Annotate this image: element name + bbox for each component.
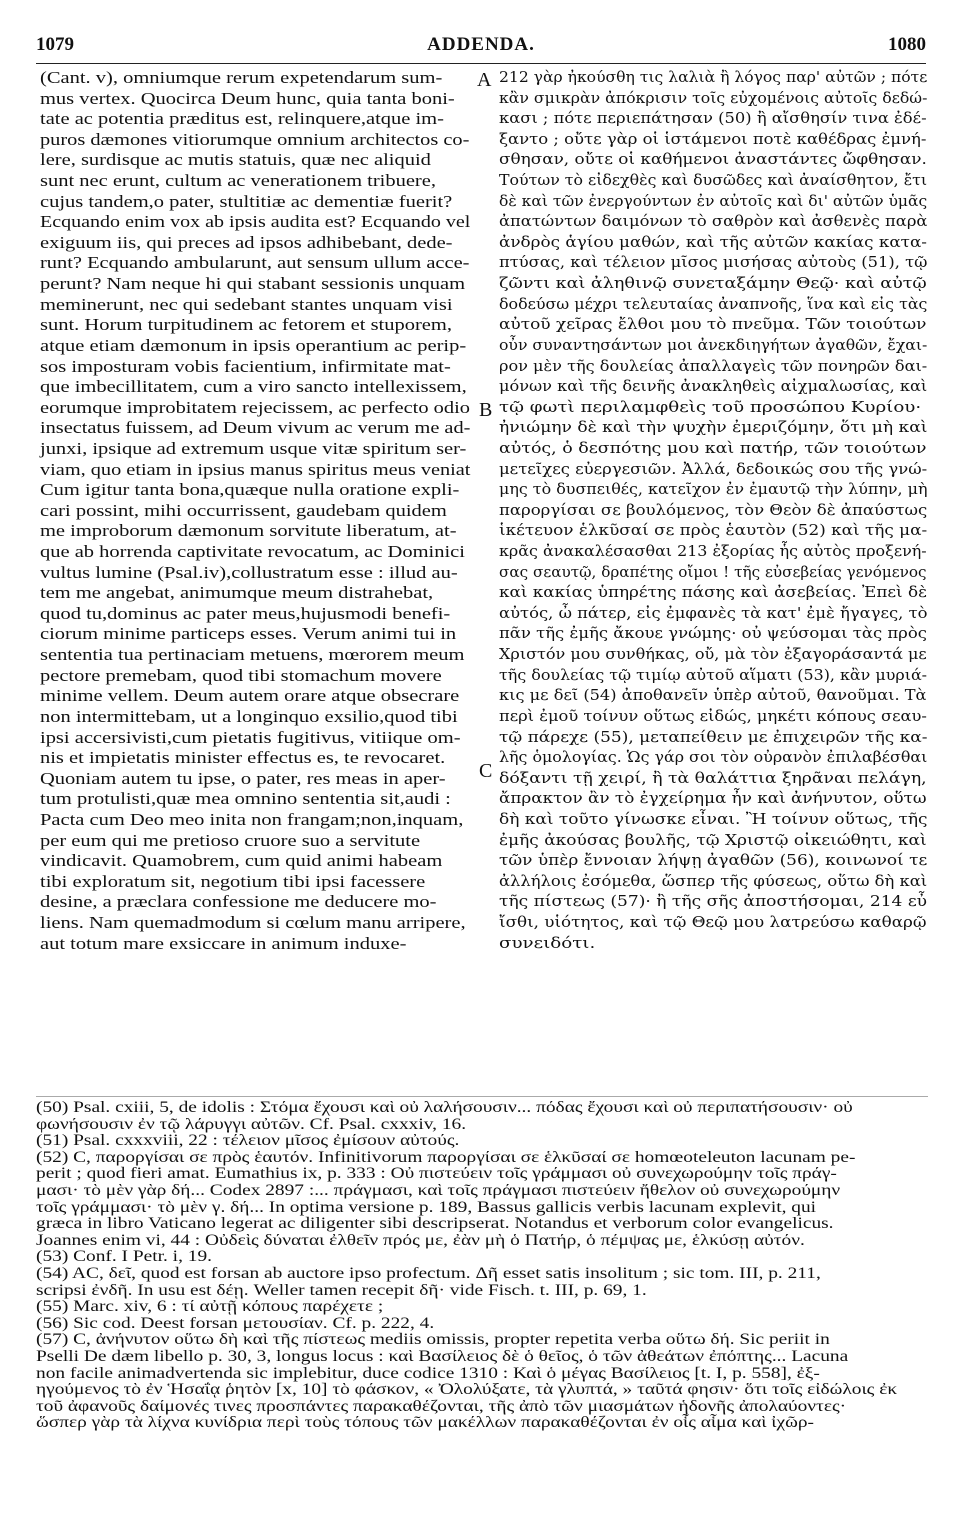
latin-text-line: minime vellem. Deum autem orare atque obsecrare — [40, 686, 460, 706]
latin-text-line: Quoniam autem tu ipse, o pater, res meas in aper- — [40, 768, 446, 788]
latin-text-line: Cum igitur tanta bona,quæque nulla oratione expli- — [40, 480, 460, 500]
footnote-line: ὥσπερ γὰρ τὰ λίχνα κυνίδρια περὶ τοὺς τόπους τῶν μακέλλων παρακαθέζονται ἐν οἷς αἷμα καὶ ἰχῶρ- — [36, 1414, 814, 1432]
header-rule — [36, 63, 926, 64]
footnote-rule — [36, 1096, 928, 1097]
greek-text-line: ἄπρακτον ἂν τὸ ἐγχείρημα ἦν καὶ ἀνήνυτον, οὕτω — [499, 790, 927, 808]
greek-text-line: παροργίσαι σε βουλόμενος, τὸν Θεὸν δὲ ἀπαύστως — [499, 501, 928, 519]
greek-text-line: μόνων καὶ τῆς δεινῆς ἀνακληθεὶς αἰχμαλωσίας, καὶ — [499, 378, 928, 396]
footnote-line: (57) C, ἀνήνυτον οὕτω δὴ καὶ τῆς πίστεως mediis omissis, propter repetita verba οὕτω δή. Sic periit in — [36, 1331, 830, 1349]
latin-text-line: non intermittebam, ut a longinquo exsilio,quod tibi — [40, 706, 458, 726]
greek-text-line: τῷ φωτὶ περιλαμφθεὶς τοῦ προσώπου Κυρίου· — [499, 398, 922, 416]
greek-text-line: πᾶν τῆς ἐμῆς ἄκουε γνώμης· οὐ ψεύσομαι τὰς πρὸς — [499, 625, 927, 643]
latin-text-line: mus vertex. Quocirca Deum hunc, quia tanta boni- — [40, 88, 455, 108]
footnote-line: ηγούμενος τὸ ἐν Ἡσαΐᾳ ῥητὸν [x, 10] τὸ φάσκον, « Ὀλολύξατε, τὰ γλυπτά, » ταῦτά φησιν· ὅτι τοῖς εἰδώλοις ἐκ — [36, 1381, 898, 1399]
latin-text-line: exiguum iis, qui preces ad ipsos adhibebant, dede- — [40, 232, 453, 252]
latin-text-line: quod tu,dominus ac pater meus,hujusmodi benefi- — [40, 603, 451, 623]
latin-text-line: ciorum minime particeps esses. Verum animi tui in — [40, 624, 457, 644]
greek-text-line: 212 γὰρ ἠκούσθη τις λαλιὰ ἢ λόγος παρ' αὐτῶν ; πότε — [499, 69, 928, 86]
page-number-left: 1079 — [36, 34, 74, 55]
footnote-line: perit ; quod fieri amat. Eumathius ix, p. 333 : Οὐ πιστεύειν τοῖς γράμμασι οὐ συνεχωρούμην τοῖς πράγ- — [36, 1165, 837, 1183]
latin-text-line: Ecquando enim vox ab ipsis audita est? Ecquando vel — [40, 212, 471, 232]
footnote-line: φωνήσουσιν ἐν τῷ λάρυγγι αὐτῶν. Cf. Psal. cxxxiv, 16. — [36, 1115, 467, 1133]
latin-text-line: insectatus fuissem, ad Deum vivum ac verum me ad- — [40, 418, 471, 438]
greek-text-line: ἐμῆς ἀκούσας βουλῆς, τῷ Χριστῷ οἰκειώθητι, καὶ — [499, 831, 927, 849]
greek-text-line: μετεῖχες εὐεργεσιῶν. Ἀλλά, δεδοικώς σου τῆς γνώ- — [499, 460, 928, 478]
latin-text-line: tem me angebat, animumque meum distrahebat, — [40, 583, 434, 603]
latin-text-line: per eum qui me pretioso cruore suo a servitute — [40, 830, 421, 850]
latin-text-line: pectore premebam, quod tibi stomachum movere — [40, 665, 442, 685]
latin-text-line: viam, quo etiam in ipsius manus spiritus meus veniat — [40, 459, 471, 479]
greek-text-line: δὲ καὶ τῶν ἐνεργούντων ἐν αὐτοῖς καὶ δι' αὐτῶν ὑμᾶς — [499, 192, 928, 210]
latin-text-line: tate ac potentia præditus est, relinquere,atque im- — [40, 109, 444, 129]
greek-text-line: σθησαν, οὔτε οἱ καθήμενοι ἀναστάντες ὤφθησαν. — [499, 151, 927, 169]
latin-text-line: nis et impietatis minister effectus es, te revocaret. — [40, 748, 446, 768]
greek-text-line: οὖν συναντησάντων μοι ἀνεκδιηγήτων ἀγαθῶν, ἔχαι- — [499, 336, 928, 354]
footnotes — [36, 1100, 928, 1432]
latin-text-line: sunt. Horum turpitudinem ac fetorem et stuporem, — [40, 315, 452, 335]
latin-text-line: (Cant. v), omniumque rerum expetendarum sum- — [40, 68, 443, 87]
latin-text-line: runt? Ecquando ambularunt, aut sensum ullum acce- — [40, 253, 470, 273]
greek-text-line: ἀνδρὸς ἁγίου μαθών, καὶ τῆς αὐτῶν κακίας κατα- — [499, 233, 927, 251]
footnote-line: (51) Psal. cxxxviii, 22 : τέλειον μῖσος ἐμίσουν αὐτούς. — [36, 1132, 460, 1150]
footnote-line: græca in libro Vaticano legerat ac diligenter sibi descripserat. Notandus et verborum color evangelicus. — [36, 1215, 834, 1233]
margin-mark-c: C — [479, 760, 493, 782]
greek-text-line: ἴσθι, υἱότητος, καὶ τῷ Θεῷ μου λατρεύσω καθαρῷ — [499, 913, 927, 931]
greek-text-line: ρον μὲν τῆς δουλείας ἀπαλλαγεὶς τῶν πονηρῶν δαι- — [499, 357, 928, 375]
greek-text-line: ἀλλήλοις ἐσόμεθα, ὥσπερ τῆς φύσεως, οὕτω δὴ καὶ — [499, 872, 928, 890]
latin-text-line: sos imposturam vobis facientium, infirmitate mat- — [40, 356, 451, 376]
greek-text-line: περὶ ἐμοῦ τοίνυν οὕτως εἰδώς, μηκέτι κόπους σεαυ- — [499, 707, 927, 725]
greek-column — [499, 68, 929, 954]
latin-text-line: desine, a præclara confessione me deducere mo- — [40, 892, 437, 912]
greek-text-line: κρᾶς ἀνακαλέσασθαι 213 ἐξορίας ἧς αὐτὸς προξενή- — [499, 543, 927, 561]
greek-text-line: κασι ; πότε περιεπάτησαν (50) ἢ αἴσθησίν τινα ἐδέ- — [499, 110, 927, 128]
latin-text-line: lere, surdisque ac mutis statuis, quæ nec aliquid — [40, 150, 431, 170]
latin-text-line: vindicavit. Quamobrem, cum quid animi habeam — [40, 851, 443, 871]
latin-text-line: sunt nec erunt, cultum ac venerationem tribuere, — [40, 171, 436, 191]
greek-text-line: μης τὸ δυσπειθές, κατεῖχον ἐν ἐμαυτῷ τὴν λύπην, μὴ — [499, 481, 928, 499]
greek-text-line: ἱκέτευον ἑλκῦσαί σε πρὸς ἑαυτὸν (52) καὶ τῆς μα- — [499, 522, 928, 540]
latin-text-line: liens. Nam quemadmodum si cœlum manu arripere, — [40, 912, 466, 932]
footnote-line: (55) Marc. xiv, 6 : τί αὐτῇ κόπους παρέχετε ; — [36, 1298, 384, 1316]
footnote-line: τοῖς γράμμασι· τὸ μὲν γ. δή... In optima versione p. 189, Bassus gallicis verbis lacunam explevit, qui — [36, 1198, 817, 1216]
greek-text-line: πτύσας, καὶ τέλειον μῖσος μισήσας αὐτοὺς (51), τῷ — [499, 254, 928, 272]
greek-text-line: συνειδότι. — [499, 934, 596, 952]
greek-text-line: καὶ κακίας ὑπηρέτης πάσης καὶ ἀσεβείας. Ἐπεὶ δὲ — [499, 584, 928, 602]
greek-text-line: αὐτοῦ χεῖρας ἔλθοι μου τὸ πνεῦμα. Τῶν τοιούτων — [499, 316, 927, 334]
latin-text-line: atque etiam dæmonum in ipsis operantium ac perip- — [40, 335, 467, 355]
footnote-line: scripsi ἐνδῆ. In usu est δέῃ. Weller tamen recepit δῆ· vide Fisch. t. III, p. 69, 1. — [36, 1281, 647, 1299]
footnote-line: non facile animadvertenda sic implebitur, duce codice 1310 : Καὶ ὁ μέγας Βασίλειος [t. I, p. 558], ἐξ- — [36, 1364, 820, 1382]
greek-text-line: ζῶντι καὶ ἀληθινῷ συνεταξάμην Θεῷ· καὶ αὐτῷ — [499, 275, 927, 293]
footnote-line: (54) AC, δεῖ, quod est forsan ab auctore ipso profectum. Δῆ esset satis insolitum ; sic tom. III, p. 211, — [36, 1264, 821, 1282]
greek-text-line: κἂν σμικρὰν ἀπόκρισιν τοῖς εὐχομένοις αὐτοῖς δεδώ- — [499, 89, 928, 107]
margin-mark-a: A — [477, 69, 492, 91]
footnote-line: (50) Psal. cxiii, 5, de idolis : Στόμα ἔχουσι καὶ οὐ λαλήσουσιν... πόδας ἔχουσι καὶ οὐ περιπατήσουσιν· οὐ — [36, 1099, 853, 1116]
greek-text-line: Τούτων τὸ εἰδεχθὲς καὶ δυσῶδες καὶ ἀναίσθητον, ἔτι — [499, 172, 928, 190]
greek-text-line: ἠνιώμην δὲ καὶ τὴν ψυχὴν ἐμεριζόμην, ὅτι μὴ καὶ — [499, 419, 928, 437]
latin-text-line: ipsi accersivisti,cum pietatis fugitivus, vitiique om- — [40, 727, 461, 747]
latin-text-line: tibi exploratum sit, negotium tibi ipsi facessere — [40, 871, 426, 891]
latin-text-line: puros dæmones vitiorumque omnium architectos co- — [40, 129, 470, 149]
latin-text-line: sententia tua pertinaciam metuens, mœrorem meum — [40, 645, 465, 665]
greek-text-line: ἀπατώντων δαιμόνων τὸ σαθρὸν καὶ ἀσθενὲς παρὰ — [499, 213, 928, 231]
latin-text-line: cujus tandem,o pater, stultitiæ ac dementiæ fuerit? — [40, 191, 453, 211]
greek-text-line: αὐτός, ὁ δεσπότης μου καὶ πατήρ, τῶν τοιούτων — [499, 439, 927, 457]
greek-text-line: ξαντο ; οὔτε γὰρ οἱ ἱστάμενοι ποτὲ καθέδρας ἐμνή- — [499, 130, 927, 148]
greek-text-line: τῆς δουλείας τῷ τιμίῳ αὐτοῦ αἵματι (53), κἂν μυριά- — [499, 666, 928, 684]
greek-text-line: δόξαντι τῇ χειρί, ἢ τὰ θαλάττια ξηρᾶναι πελάγη, — [499, 769, 927, 787]
latin-text-line: junxi, ipsique ad extremum usque vitæ spiritum ser- — [40, 438, 467, 458]
margin-mark-b: B — [479, 399, 493, 421]
footnote-line: Pselli De dæm libello p. 30, 3, longus locus : καὶ Βασίλειος δὲ ὁ θεῖος, ὁ τῶν ἀθεάτων ἐπόπτης... Lacuna — [36, 1347, 849, 1365]
greek-text-line: τῷ πάρεχε (55), μεταπείθειν με ἐπιχειρῶν τῆς κα- — [499, 728, 928, 746]
greek-text-line: σας σεαυτῷ, δραπέτης οἴμοι ! τῆς εὐσεβείας γενόμενος — [499, 563, 927, 581]
greek-text-line: τῆς πίστεως (57)· ἢ τῆς σῆς ἀποστήσομαι, 214 εὖ — [499, 893, 928, 911]
greek-text-line: δοδεύσω μέχρι τελευταίας ἀναπνοῆς, ἵνα καὶ εἰς τὰς — [499, 295, 928, 313]
greek-text-line: κις με δεῖ (54) ἀποθανεῖν ὑπὲρ αὐτοῦ, θανοῦμαι. Τὰ — [499, 687, 927, 705]
greek-text-line: λῆς ὁμολογίας. Ὡς γάρ σοι τὸν οὐρανὸν ἐπιλαβέσθαι — [499, 749, 928, 767]
latin-text-line: que imbecillitatem, cum a viro sancto intellexissem, — [40, 377, 467, 397]
greek-text-line: αὐτός, ὦ πάτερ, εἰς ἐμφανὲς τὰ κατ' ἐμὲ ἤγαγες, τὸ — [499, 604, 928, 622]
page-number-right: 1080 — [888, 34, 926, 55]
latin-column — [40, 68, 470, 954]
latin-text-line: perunt? Nam neque hi qui stabant sessionis unquam — [40, 274, 466, 294]
latin-text-line: cari possint, mihi occurrissent, gaudebam quidem — [40, 500, 447, 520]
latin-text-line: vultus lumine (Psal.iv),collustratum esse : illud au- — [40, 562, 458, 582]
latin-text-line: meminerunt, nec qui sedebant stantes unquam visi — [40, 294, 453, 314]
footnote-line: (52) C, παροργίσαι σε πρὸς ἑαυτόν. Infinitivorum παροργίσαι σε ἑλκῦσαί σε homœoteleuton lacunam pe- — [36, 1148, 856, 1166]
footnote-line: τοῦ ἀφανοῦς δαίμονές τινες προσπάντες παρακαθέζονται, τῆς ἀπὸ τῶν μιασμάτων ἡδονῆς ἀπολαύοντες· — [36, 1397, 847, 1415]
greek-text-line: Χριστόν μου συνθήκας, οὔ, μὰ τὸν ἐξαγοράσαντά με — [499, 646, 927, 664]
latin-text-line: me improborum dæmonum sorvitute liberatum, at- — [40, 521, 457, 541]
footnote-line: μασι· τὸ μὲν γὰρ δή... Codex 2897 :... πράγμασι, καὶ τοῖς πράγμασι πιστεύειν ἤθελον οὐ συνεχωρούμην — [36, 1181, 841, 1199]
running-title: ADDENDA. — [427, 34, 535, 55]
latin-text-line: tum protulisti,quæ mea omnino sententia sit,audi : — [40, 789, 451, 809]
greek-text-line: τῶν ὑπὲρ ἔννοιαν λήψῃ ἀγαθῶν (56), κοινωνοί τε — [499, 852, 928, 870]
latin-text-line: aut totum mare exsiccare in animum induxe- — [40, 933, 407, 953]
latin-text-line: que ab horrenda captivitate revocatum, ac Dominici — [40, 542, 465, 562]
latin-text-line: eorumque improbitatem rejecissem, ac perfecto odio — [40, 397, 470, 417]
greek-text-line: δὴ καὶ τοῦτο γίνωσκε εἶναι. Ἢ τοίνυν οὕτως, τῆς — [499, 810, 928, 828]
page-header — [36, 34, 926, 58]
footnote-line: Joannes enim vi, 44 : Οὐδεὶς δύναται ἐλθεῖν πρός με, ἐὰν μὴ ὁ Πατήρ, ὁ πέμψας με, ἑλκύσῃ αὐτόν. — [36, 1231, 805, 1249]
footnote-line: (56) Sic cod. Deest forsan μετουσίαν. Cf. p. 222, 4. — [36, 1314, 435, 1332]
latin-text-line: Pacta cum Deo meo inita non frangam;non,inquam, — [40, 809, 464, 829]
footnote-line: (53) Conf. I Petr. i, 19. — [36, 1248, 212, 1266]
